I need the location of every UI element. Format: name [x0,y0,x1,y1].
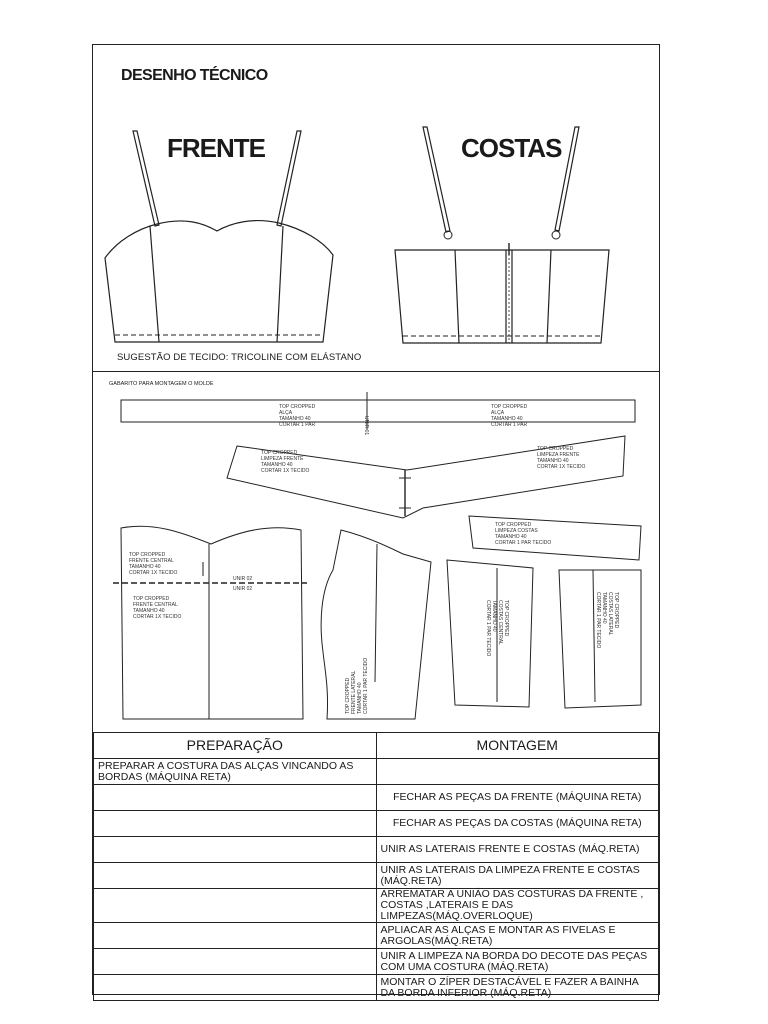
document-title: DESENHO TÉCNICO [121,67,268,84]
strap-piece [121,400,635,422]
join-02-bottom: UNIR 02 [233,586,253,592]
prep-cell [94,975,377,1001]
strap-label-2: ALÇA [279,410,293,416]
strap-right-label-4: CORTAR 1 PAR [491,422,528,428]
table-row [94,811,659,837]
back-left-strap [423,127,450,232]
assembly-cell: UNIR AS LATERAIS DA LIMPEZA FRENTE E COSTAS (MÁQ.RETA) [376,863,659,889]
prep-cell: PREPARAR A COSTURA DAS ALÇAS VINCANDO AS BORDAS (MÁQUINA RETA) [94,759,377,785]
strap-label-1: TOP CROPPED [279,404,316,410]
facing-back-3: TAMANHO 40 [495,534,527,540]
front-center-bottom-3: TAMANHO 40 [133,608,165,614]
fabric-suggestion: SUGESTÃO DE TECIDO: TRICOLINE COM ELÁSTANO [117,352,362,363]
garment-sketch [93,45,659,371]
strap-join-label: UNIR 01 [363,416,369,436]
tech-sheet [92,44,660,999]
back-view-label: COSTAS [461,133,562,163]
front-lateral-2: FRENTE LATERAL [351,670,357,714]
front-right-strap [277,131,301,226]
back-lateral-4: CORTAR 1 PAR TECIDO [595,592,601,649]
facing-front-left-4: CORTAR 1X TECIDO [261,468,310,474]
facing-front-right-4: CORTAR 1X TECIDO [537,464,586,470]
prep-cell [94,949,377,975]
facing-front-left-1: TOP CROPPED [261,450,298,456]
pattern-title: GABARITO PARA MONTAGEM O MOLDE [109,381,214,387]
strap-right-label-2: ALÇA [491,410,505,416]
front-center-bottom-4: CORTAR 1X TECIDO [133,614,182,620]
prep-cell [94,889,377,923]
assembly-steps-table [93,732,659,1001]
back-right-strap [555,127,579,231]
back-body [395,250,609,343]
table-row [94,975,659,1001]
front-center-top-2: FRENTE CENTRAL [129,558,174,564]
prep-cell [94,837,377,863]
back-lateral-1: TOP CROPPED [613,592,619,629]
front-center-top-4: CORTAR 1X TECIDO [129,570,178,576]
front-lateral-4: CORTAR 1 PAR TECIDO [363,657,369,714]
back-central-4: CORTAR 1 PAR TECIDO [485,600,491,657]
facing-front-right-1: TOP CROPPED [537,446,574,452]
prep-cell [94,811,377,837]
table-header-row [94,733,659,759]
assembly-cell [376,759,659,785]
front-lateral-3: TAMANHO 40 [357,682,363,714]
assembly-cell: MONTAR O ZÍPER DESTACÁVEL E FAZER A BAINHA DA BORDA INFERIOR (MÁQ.RETA) [376,975,659,1001]
assembly-cell: UNIR A LIMPEZA NA BORDA DO DECOTE DAS PEÇAS COM UMA COSTURA (MÁQ.RETA) [376,949,659,975]
table-row [94,923,659,949]
front-center-bottom-2: FRENTE CENTRAL [133,602,178,608]
facing-front-left-3: TAMANHO 40 [261,462,293,468]
back-lateral-3: TAMANHO 40 [601,592,607,624]
facing-back-1: TOP CROPPED [495,522,532,528]
assembly-cell: ARREMATAR A UNIÃO DAS COSTURAS DA FRENTE , COSTAS ,LATERAIS E DAS LIMPEZAS(MÁQ.OVERLOQUE) [376,889,659,923]
prep-header: PREPARAÇÃO [94,733,377,759]
assembly-cell: UNIR AS LATERAIS FRENTE E COSTAS (MÁQ.RETA) [376,837,659,863]
back-central-3: TAMANHO 40 [491,600,497,632]
front-lateral-1: TOP CROPPED [345,677,351,714]
facing-back-4: CORTAR 1 PAR TECIDO [495,540,552,546]
prep-cell [94,923,377,949]
facing-front-right-3: TAMANHO 40 [537,458,569,464]
back-lateral-2: COSTAS LATERAL [607,592,613,636]
technical-drawing-panel [93,45,659,372]
table-row [94,785,659,811]
assembly-cell: APLIACAR AS ALÇAS E MONTAR AS FIVELAS E ARGOLAS(MÁQ.RETA) [376,923,659,949]
back-central-2: COSTAS CENTRAL [497,600,503,645]
table-row [94,949,659,975]
facing-front-right-2: LIMPEZA FRENTE [537,452,580,458]
front-center-bottom-1: TOP CROPPED [133,596,170,602]
front-center-top-1: TOP CROPPED [129,552,166,558]
table-row [94,759,659,785]
strap-right-label-1: TOP CROPPED [491,404,528,410]
assembly-cell: FECHAR AS PEÇAS DA COSTAS (MÁQUINA RETA) [376,811,659,837]
prep-cell [94,863,377,889]
assembly-cell: FECHAR AS PEÇAS DA FRENTE (MÁQUINA RETA) [376,785,659,811]
facing-back-2: LIMPEZA COSTAS [495,528,538,534]
strap-label-4: CORTAR 1 PAR [279,422,316,428]
front-center-top-3: TAMANHO 40 [129,564,161,570]
assembly-header: MONTAGEM [376,733,659,759]
table-row [94,863,659,889]
front-left-strap [133,131,159,226]
strap-right-label-3: TAMANHO 40 [491,416,523,422]
front-body [105,221,333,342]
table-row [94,837,659,863]
front-view-label: FRENTE [167,133,265,163]
strap-label-3: TAMANHO 40 [279,416,311,422]
prep-cell [94,785,377,811]
table-row [94,889,659,923]
back-central-1: TOP CROPPED [503,600,509,637]
join-02-top: UNIR 02 [233,576,253,582]
facing-front-left-2: LIMPEZA FRENTE [261,456,304,462]
pattern-pieces [93,372,659,732]
